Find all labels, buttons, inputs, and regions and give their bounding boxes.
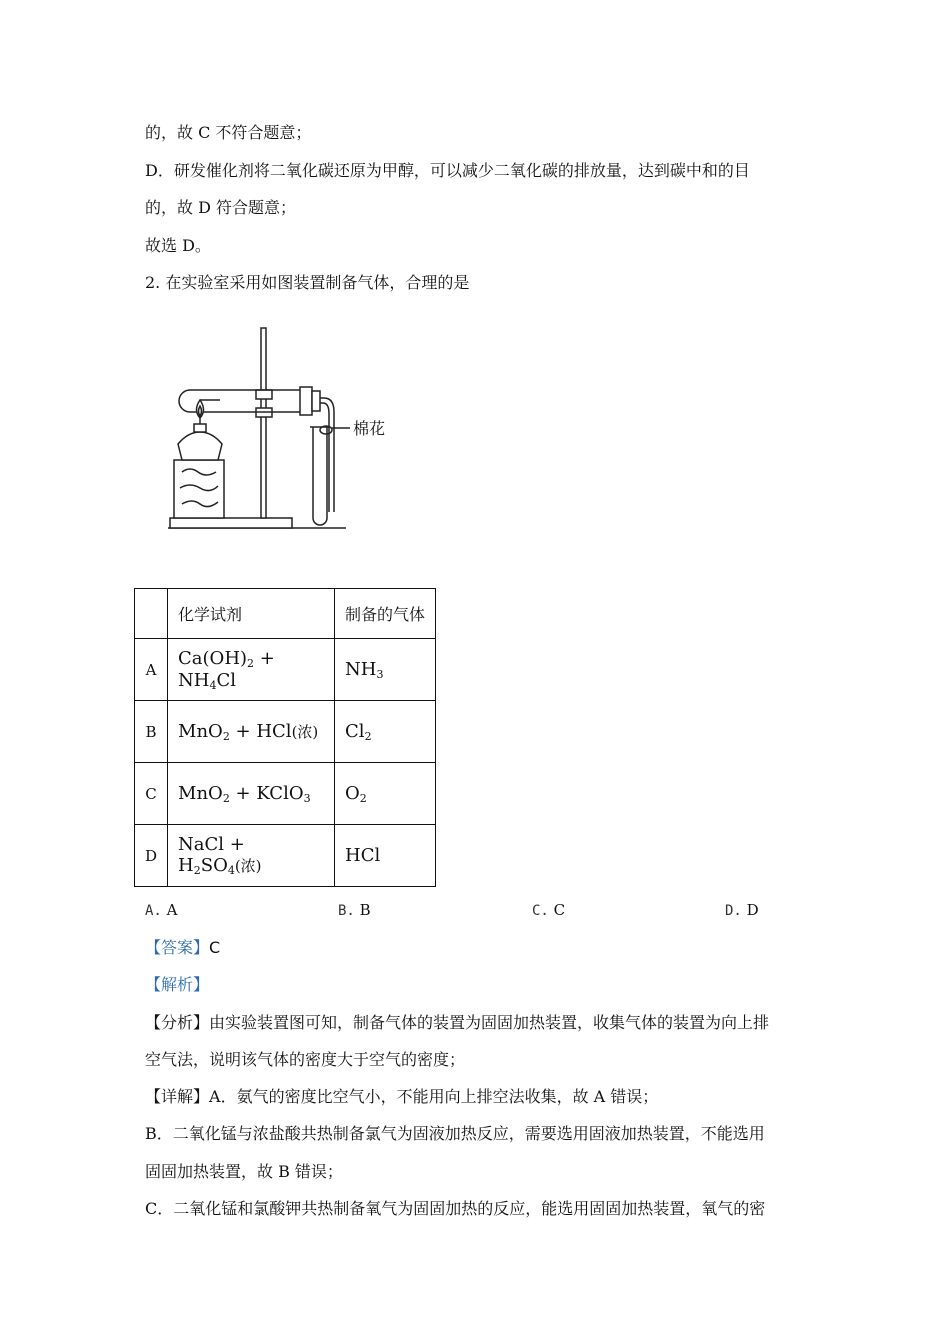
choice-c[interactable]: C. C [532,901,566,919]
question-2: 2. 在实验室采用如图装置制备气体，合理的是 [145,273,470,292]
lab-apparatus-diagram [160,322,420,542]
table-header-row [135,589,436,639]
answer-value: C [209,938,221,957]
row-reagent: $Ca(OH)_2 + NH_4Cl$ [168,639,335,701]
cotton-label: 棉花 [353,419,386,438]
table-row [135,639,436,701]
text-line-2: D．研发催化剂将二氧化碳还原为甲醇，可以减少二氧化碳的排放量，达到碳中和的目 [145,161,750,180]
choice-d[interactable]: D. D [725,901,759,919]
row-reagent: NaCl + $H_2SO_4$(浓) [168,825,335,887]
row-reagent: MnO$_2$ + HCl(浓) [168,701,335,763]
analysis-tag: 【解析】 [145,975,210,994]
row-gas: $NH_3$ [335,639,436,701]
analysis-line-2: 空气法，说明该气体的密度大于空气的密度； [145,1050,466,1069]
table-row [135,701,436,763]
choice-a[interactable]: A. A [145,901,178,919]
analysis-line-3: 【详解】A．氨气的密度比空气小，不能用向上排空法收集，故 A 错误； [145,1087,659,1106]
table-row [135,763,436,825]
analysis-line-4: B．二氧化锰与浓盐酸共热制备氯气为固液加热反应，需要选用固液加热装置，不能选用 [145,1124,765,1143]
row-gas: $Cl_2$ [335,701,436,763]
analysis-line-5: 固固加热装置，故 B 错误； [145,1162,343,1181]
analysis-line-6: C．二氧化锰和氯酸钾共热制备氧气为固固加热的反应，能选用固固加热装置，氧气的密 [145,1199,766,1218]
analysis-line-1: 【分析】由实验装置图可知，制备气体的装置为固固加热装置，收集气体的装置为向上排 [145,1013,770,1032]
answer-tag: 【答案】 [145,938,210,957]
reagent-table [134,588,436,887]
row-reagent: MnO$_2$ + KClO$_3$ [168,763,335,825]
table-row [135,825,436,887]
row-gas: HCl [335,825,436,887]
row-label: A [135,639,168,701]
answer-line [145,938,220,958]
header-gas: 制备的气体 [335,589,436,639]
header-reagent: 化学试剂 [168,589,335,639]
row-label: C [135,763,168,825]
row-label: B [135,701,168,763]
header-blank [135,589,168,639]
text-line-1: 的，故 C 不符合题意； [145,123,312,142]
text-line-3: 的，故 D 符合题意； [145,198,297,217]
row-gas: $O_2$ [335,763,436,825]
choice-b[interactable]: B. B [338,901,371,919]
row-label: D [135,825,168,887]
text-line-4: 故选 D。 [145,236,211,255]
